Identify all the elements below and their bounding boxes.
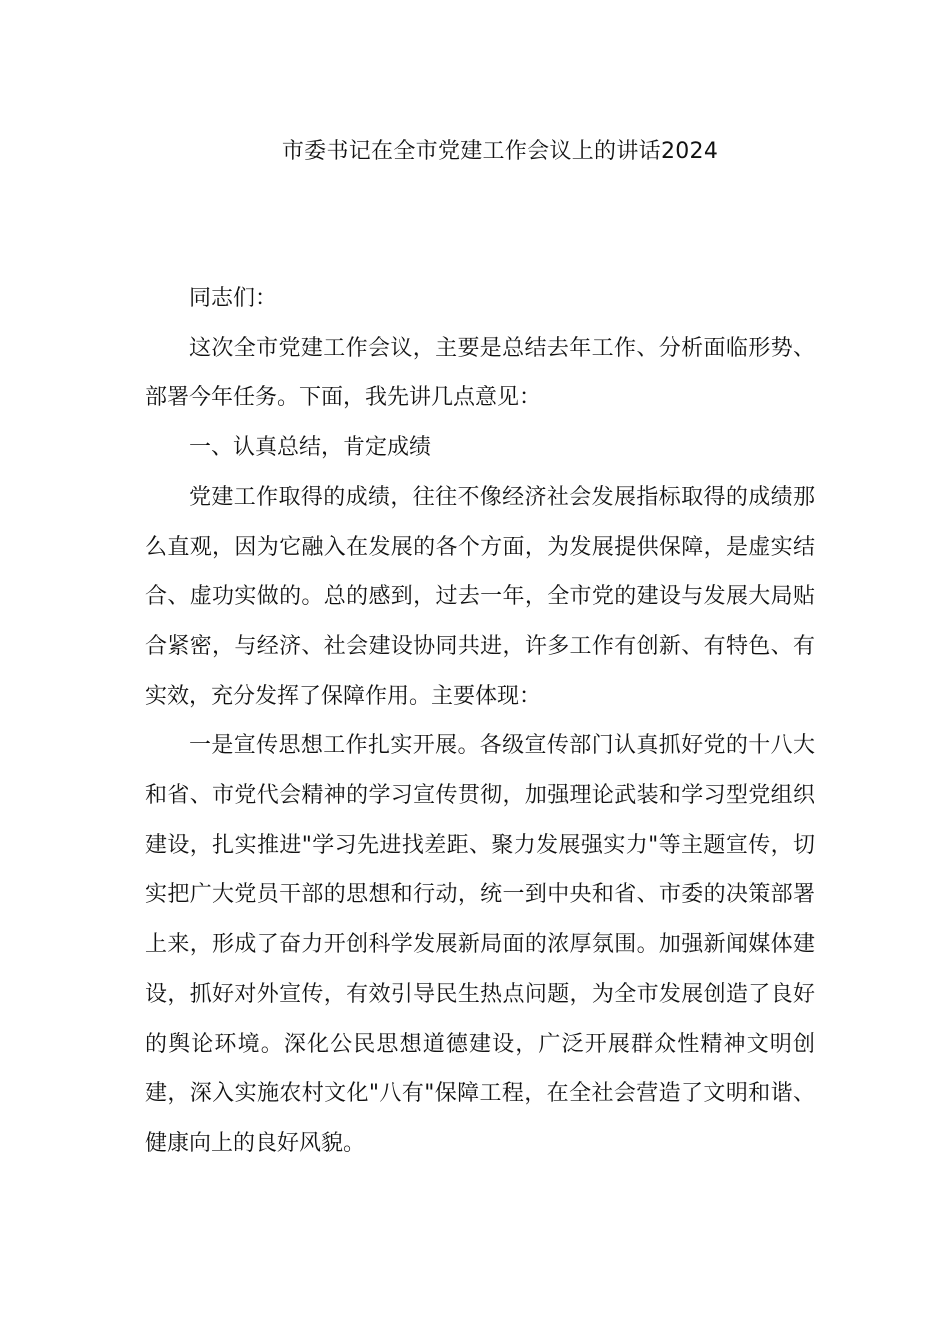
greeting: 同志们： xyxy=(189,286,278,311)
document-title: 市委书记在全市党建工作会议上的讲话2024 xyxy=(281,139,719,164)
intro-paragraph: 这次全市党建工作会议，主要是总结去年工作、分析面临形势、部署今年任务。下面，我先讲几点意见： xyxy=(145,335,815,411)
section-heading: 一、认真总结，肯定成绩 xyxy=(189,435,432,461)
summary-paragraph: 党建工作取得的成绩，往往不像经济社会发展指标取得的成绩那么直观，因为它融入在发展的各个方面，为发展提供保障，是虚实结合、虚功实做的。总的感到，过去一年，全市党的建设与发展大局贴合紧密，与经济、社会建设协同共进，许多工作有创新、有特色、有实效，充分发挥了保障作用。主要体现： xyxy=(145,484,815,709)
propaganda-paragraph: 一是宣传思想工作扎实开展。各级宣传部门认真抓好党的十八大和省、市党代会精神的学习宣传贯彻，加强理论武装和学习型党组织建设，扎实推进"学习先进找差距、聚力发展强实力"等主题宣传，切实把广大党员干部的思想和行动，统一到中央和省、市委的决策部署上来，形成了奋力开创科学发展新局面的浓厚氛围。加强新闻媒体建设，抓好对外宣传，有效引导民生热点问题，为全市发展创造了良好的舆论环境。深化公民思想道德建设，广泛开展群众性精神文明创建，深入实施农村文化"八有"保障工程，在全社会营造了文明和谐、健康向上的良好风貌。 xyxy=(145,733,815,1156)
document-body xyxy=(145,274,815,1169)
